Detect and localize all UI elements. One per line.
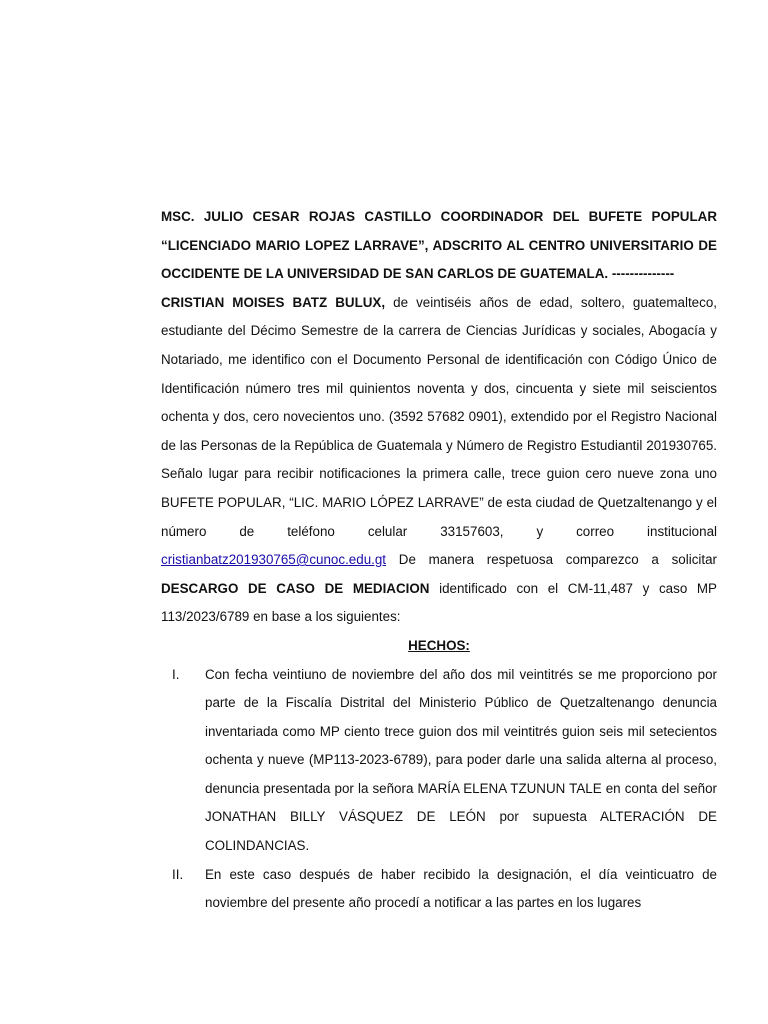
institutional-email-link[interactable]: cristianbatz201930765@cunoc.edu.gt [161, 552, 387, 568]
intro-paragraph [161, 289, 717, 632]
facts-list [161, 661, 717, 918]
intro-text-part-2: De manera respetuosa comparezco a solicitar [386, 552, 717, 568]
intro-text-part-1: de veintiséis años de edad, soltero, guatemalteco, estudiante del Décimo Semestre de la carrera de Ciencias Jurídicas y sociales, Abogacía y Notariado, me identifico con el Documento Personal de identificación con Código Único de Identificación número tres mil quinientos noventa y dos, cincuenta y siete mil seiscientos ochenta y dos, cero novecientos uno. (3592 57682 0901), extendido por el Registro Nacional de las Personas de la República de Guatemala y Número de Registro Estudiantil 201930765. Señalo lugar para recibir notificaciones la primera calle, trece guion cero nueve zona uno BUFETE POPULAR, “LIC. MARIO LÓPEZ LARRAVE” de esta ciudad de Quetzaltenango y el número de teléfono celular 33157603, y correo institucional [161, 294, 717, 539]
fact-item [161, 861, 717, 918]
fact-text: En este caso después de haber recibido la designación, el día veinticuatro de noviembre del presente año procedí a notificar a las partes en los lugares [205, 866, 717, 911]
facts-heading: HECHOS: [408, 637, 470, 653]
document-addressee-heading [161, 203, 717, 289]
fact-text: Con fecha veintiuno de noviembre del año dos mil veintitrés se me proporciono por parte de la Fiscalía Distrital del Ministerio Público de Quetzaltenango denuncia inventariada como MP ciento trece guion dos mil veintitrés guion seis mil setecientos ochenta y nueve (MP113-2023-6789), para poder darle una salida alterna al proceso, denuncia presentada por la señora MARÍA ELENA TZUNUN TALE en conta del señor JONATHAN BILLY VÁSQUEZ DE LEÓN por supuesta ALTERACIÓN DE COLINDANCIAS. [205, 666, 717, 854]
intro-text-part-3: identificado con el CM-11,487 y caso MP 113/2023/6789 en base a los siguientes: [161, 580, 717, 625]
addressee-text: MSC. JULIO CESAR ROJAS CASTILLO COORDINADOR DEL BUFETE POPULAR “LICENCIADO MARIO LOPEZ LARRAVE”, ADSCRITO AL CENTRO UNIVERSITARIO DE OCCIDENTE DE LA UNIVERSIDAD DE SAN CARLOS DE GUATEMALA. -------------- [161, 209, 717, 282]
request-title: DESCARGO DE CASO DE MEDIACION [161, 580, 430, 596]
document-body [161, 203, 717, 918]
fact-number: I. [172, 666, 180, 682]
applicant-name: CRISTIAN MOISES BATZ BULUX, [161, 294, 386, 310]
fact-item [161, 661, 717, 861]
fact-number: II. [172, 866, 184, 882]
